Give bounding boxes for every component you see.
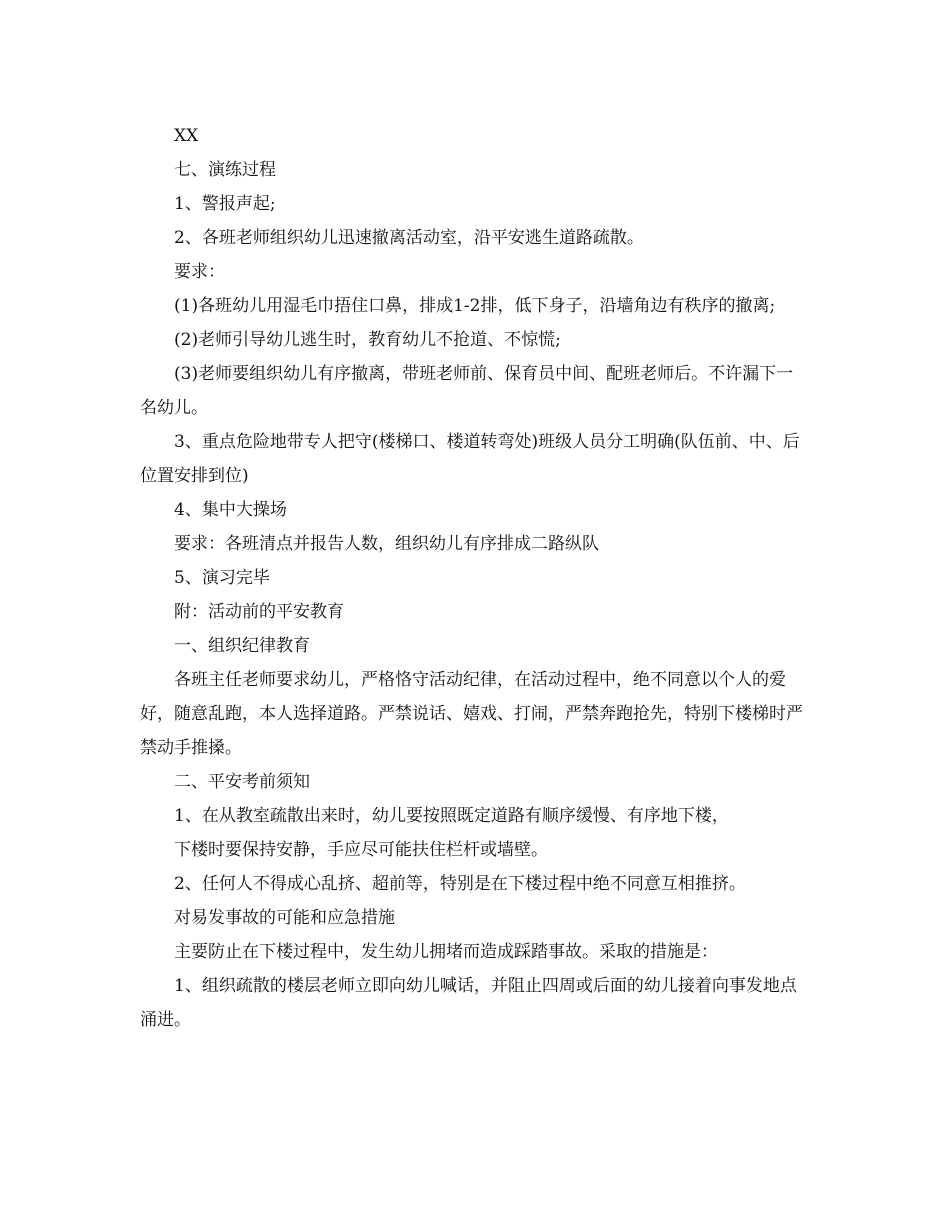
paragraph-step-5: 5、演习完毕 (174, 568, 270, 588)
paragraph-step-2: 2、各班老师组织幼儿迅速撤离活动室，沿平安逃生道路疏散。 (174, 228, 644, 248)
heading-safety-notes: 二、平安考前须知 (174, 772, 310, 792)
paragraph-discipline-body: 各班主任老师要求幼儿，严格恪守活动纪律，在活动过程中，绝不同意以个人的爱好，随意乱跑，本人选择道路。严禁说话、嬉戏、打闹，严禁奔跑抢先，特别下楼梯时严禁动手推搡。 (140, 670, 803, 758)
paragraph-step-4: 4、集中大操场 (174, 500, 287, 520)
paragraph-requirements-label: 要求： (174, 262, 225, 282)
paragraph-step-3: 3、重点危险地带专人把守(楼梯口、楼道转弯处)班级人员分工明确(队伍前、中、后位置安排到位) (140, 432, 800, 486)
paragraph-safety-1-cont: 下楼时要保持安静，手应尽可能扶住栏杆或墙壁。 (174, 840, 548, 860)
document-body (140, 119, 810, 1037)
paragraph-requirement-2: (2)老师引导幼儿逃生时，教育幼儿不抢道、不惊慌; (174, 330, 561, 350)
heading-appendix: 附：活动前的平安教育 (174, 602, 344, 622)
paragraph-safety-2: 2、任何人不得成心乱挤、超前等，特别是在下楼过程中绝不同意互相推挤。 (174, 874, 746, 894)
paragraph-safety-1: 1、在从教室疏散出来时，幼儿要按照既定道路有顺序缓慢、有序地下楼， (174, 806, 729, 826)
heading-drill-process: 七、演练过程 (174, 160, 276, 180)
heading-emergency-measures: 对易发事故的可能和应急措施 (174, 908, 395, 928)
paragraph-requirement-1: (1)各班幼儿用湿毛巾捂住口鼻，排成1-2排，低下身子，沿墙角边有秩序的撤离; (174, 296, 776, 316)
heading-discipline-education: 一、组织纪律教育 (174, 636, 310, 656)
paragraph-step-1: 1、警报声起; (174, 194, 276, 214)
paragraph-header-xx: XX (174, 126, 199, 146)
paragraph-prevention: 主要防止在下楼过程中，发生幼儿拥堵而造成踩踏事故。采取的措施是： (174, 942, 718, 962)
paragraph-requirement-3: (3)老师要组织幼儿有序撤离，带班老师前、保育员中间、配班老师后。不许漏下一名幼儿。 (140, 364, 794, 418)
paragraph-requirements-count: 要求：各班清点并报告人数，组织幼儿有序排成二路纵队 (174, 534, 599, 554)
paragraph-measure-1: 1、组织疏散的楼层老师立即向幼儿喊话，并阻止四周或后面的幼儿接着向事发地点涌进。 (140, 976, 797, 1030)
